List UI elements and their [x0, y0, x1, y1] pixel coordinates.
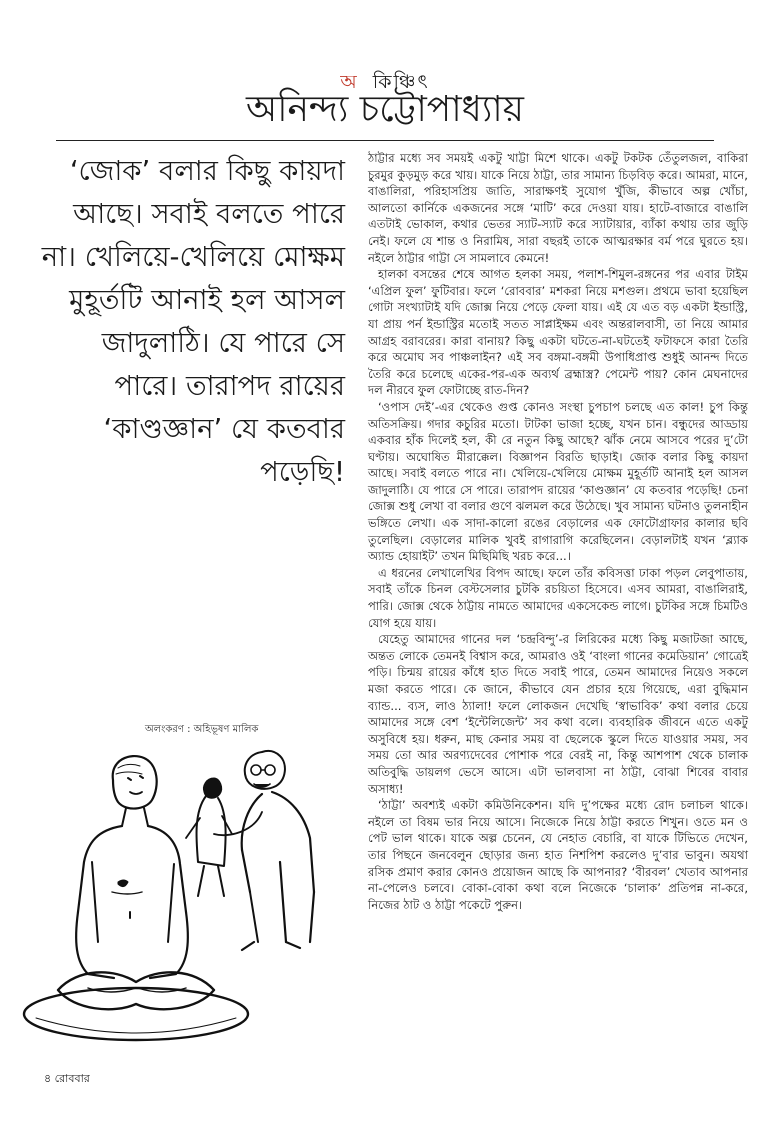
- kicker-letter: অ: [340, 71, 359, 93]
- body-paragraph: হালকা বসন্তের শেষে আগত হলকা সময়, পলাশ-শিমুল-রঙ্গনের পর এবার টাইম ‘এপ্রিল ফুল’ ফুটিবার। ফলে ‘রোববার’ মশকরা নিয়ে মশগুল। প্রথমে ভাবা হয়েছিল গোটা সংখ্যাটাই যদি জোক্স নিয়ে পেড়ে ফেলা যায়। এই যে এত বড় একটা ইন্ডাস্ট্রি, যা প্রায় পর্ন ইন্ডাস্ট্রির মতোই সতত সাপ্লাইক্ষম এবং অন্তরালবাসী, তা নিয়ে আমার আগ্রহ বরাবরের। কারা বানায়? কিছু একটা ঘটতে-না-ঘটতেই ফটাফসে কারা তৈরি করে অমোঘ সব পাঞ্চলাইন? এই সব বঙ্গমা-বঙ্গমী উপাধিপ্রাপ্ত শুধুই আনন্দ দিতে তৈরি করে চলেছে একের-পর-এক অব্যর্থ ব্রহ্মাস্ত্র? পেমেন্ট পায়? কোন মেঘনাদের দল নীরবে ফুল ফোটাচ্ছে রাত-দিন?: [368, 267, 748, 398]
- header-rule: [56, 140, 714, 141]
- cartoon-meditating-man-illustration: [18, 742, 348, 1062]
- magazine-name: রোববার: [54, 1072, 90, 1085]
- body-paragraph: যেহেতু আমাদের গানের দল ‘চন্দ্রবিন্দু’-র লিরিকের মধ্যে কিছু মজাটজা আছে, অন্তত লোকে তেমনই বিশ্বাস করে, আমরাও ওই ‘বাংলা গানের কমেডিয়ান’ গোত্রেই পড়ি। চিন্ময় রায়ের কাঁধে হাত দিতে সবাই পারে, তেমন আমাদের নিয়েও সকলে মজা করতে পারে। কে জানে, কীভাবে যেন প্রচার হয়ে গিয়েছে, এরা বুদ্ধিমান ব্যান্ড... ব্যস, লাও ঠ্যালা! ফলে লোকজন দেখেছি ‘স্বাভাবিক’ কথা বলার চেয়ে আমাদের সঙ্গে বেশ ‘ইন্টেলিজেন্ট’ সব কথা বলে। ব্যবহারিক জীবনে এতে একটু অসুবিধে হয়। ধরুন, মাছ কেনার সময় বা ছেলেকে স্কুলে দিতে যাওয়ার সময়, সব সময় তো আর অরণ্যদেবের পোশাক পরে বেরই না, কিন্তু আশপাশ থেকে চালাক অতিবুদ্ধি ডায়লগ ভেসে আসে। এটা ভালবাসা না ঠাট্টা, বোঝা শিবের বাবার অসাধ্য!: [368, 632, 748, 796]
- body-paragraph: ঠাট্টার মধ্যে সব সময়ই একটু খাট্টা মিশে থাকে। একটু টকটক তেঁতুলজল, বাকিরা চুরমুর কুড়মুড় করে খায়। যাকে নিয়ে ঠাট্টা, তার সামান্য চিড়বিড় করে। আমরা, মানে, বাঙালিরা, পরিহাসপ্রিয় জাতি, সারাক্ষণই সুযোগ খুঁজি, কীভাবে অল্প খোঁচা, আলতো কার্নিকে একজনের সঙ্গে ‘মাটি’ করে দেওয়া যায়। হাটে-বাজারে বাঙালি এতটাই ভোকাল, কথার ভেতর স্যাট-স্যাট করে স্যাটায়ার, ব্যাঁকা কথায় তার জুড়ি নেই। ফলে যে শান্ত ও নিরামিষ, সারা বছরই তাকে আত্মরক্ষার বর্ম পরে ঘুরতে হয়। নইলে ঠাট্টার গাট্টা সে সামলাবে কেমনে!: [368, 151, 748, 265]
- body-paragraph: ‘ওপাস দেই’-এর থেকেও গুপ্ত কোনও সংস্থা চুপচাপ চলছে এত কাল! চুপ কিন্তু অতিসক্রিয়। গদার কচুরির মতো। টাটকা ভাজা হচ্ছে, যখন চান। বন্ধুদের আড্ডায় একবার হাঁক দিলেই হল, কী রে নতুন কিছু আছে? ঝাঁক নেমে আসবে পরের দু’টো ঘণ্টায়। অঘোষিত মীরাক্কেল। বিজ্ঞাপন বিরতি ছাড়াই। জোক বলার কিছু কায়দা আছে। সবাই বলতে পারে না। খেলিয়ে-খেলিয়ে মোক্ষম মুহূর্তটি আনাই হল আসল জাদুলাঠি। যে পারে সে পারে। তারাপদ রায়ের ‘কাণ্ডজ্ঞান’ যে কতবার পড়েছি! চেনা জোক্স শুধু লেখা বা বলার গুণে ঝলমল করে উঠেছে। খুব সামান্য ঘটনাও তুলনাহীন ভঙ্গিতে লেখা। এক সাদা-কালো রঙের বেড়ালের এক ফোটোগ্রাফার কালার ছবি তুলেছিল। বেড়ালের মালিক খুবই রাগারাগি করেছিলেন। বেড়ালটাই যখন ‘ব্ল্যাক অ্যান্ড হোয়াইট’ তখন মিছিমিছি খরচ করে...।: [368, 399, 748, 564]
- illustration-credit: অলংকরণ : অহিভূষণ মালিক: [145, 724, 259, 735]
- page-footer: [44, 1070, 90, 1089]
- article-body: [368, 150, 748, 913]
- kicker-text: কিঞ্চিৎ: [372, 71, 430, 93]
- page-number: ৪: [44, 1072, 52, 1085]
- body-paragraph: ‘ঠাট্টা’ অবশ্যই একটা কমিউনিকেশন। যদি দু’পক্ষের মধ্যে রোদ চলাচল থাকে। নইলে তা বিষম ভার নিয়ে আসে। নিজেকে নিয়ে ঠাট্টা করতে শিখুন। ওতে মন ও পেট ভাল থাকে। যাকে অল্প চেনেন, যে নেহাত বেচারি, বা যাকে টিভিতে দেখেন, তার পিছনে জনবেলুন ছোড়ার জন্য হাত নিশপিশ করলেও দু’বার ভাবুন। অযথা রসিক প্রমাণ করার কোনও প্রয়োজন আছে কি আপনার? ‘বীরবল’ খেতাব আপনার না-পেলেও চলবে। বোকা-বোকা কথা বলে নিজেকে ‘চালাক’ প্রতিপন্ন না-করে, নিজের ঠাট ও ঠাট্টা পকেটে পুরুন।: [368, 798, 748, 912]
- author-byline: অনিন্দ্য চট্টোপাধ্যায়: [246, 89, 524, 130]
- pull-quote: ‘জোক’ বলার কিছু কায়দা আছে। সবাই বলতে পারে না। খেলিয়ে-খেলিয়ে মোক্ষম মুহূর্তটি আনাই হল আসল জাদুলাঠি। যে পারে সে পারে। তারাপদ রায়ের ‘কাণ্ডজ্ঞান’ যে কতবার পড়েছি!: [41, 155, 345, 488]
- body-paragraph: এ ধরনের লেখালেখির বিপদ আছে। ফলে তাঁর কবিসত্তা ঢাকা পড়ল লেবুপাতায়, সবাই তাঁকে চিনল বেস্টসেলার চুটকি রচয়িতা হিসেবে। এসব আমরা, বাঙালিরাই, পারি। জোক্স থেকে ঠাট্টায় নামতে আমাদের একসেকেন্ড লাগে। চুটকির সঙ্গে চিমটিও যোগ হয়ে যায়।: [368, 565, 748, 630]
